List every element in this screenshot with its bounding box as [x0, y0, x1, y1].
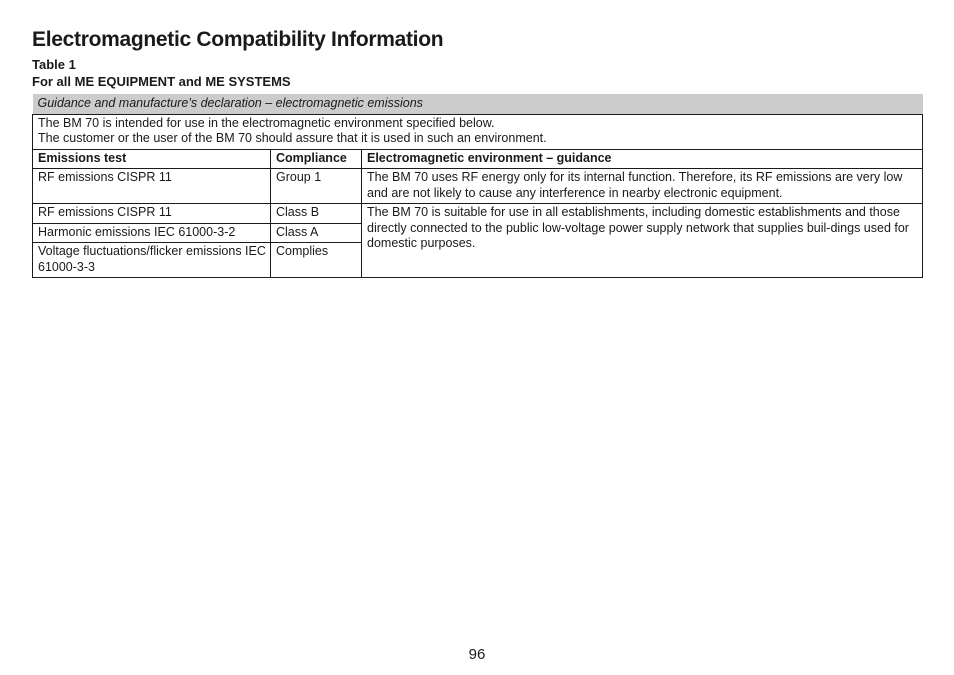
guidance-cell: The BM 70 uses RF energy only for its internal function. Therefore, its RF emissions are very low and are not likely to cause any interference in nearby electronic equipment. [362, 169, 923, 204]
table-row [33, 204, 923, 224]
intro-line-2: The customer or the user of the BM 70 should assure that it is used in such an environment. [38, 131, 547, 145]
table-subtitle: For all ME EQUIPMENT and ME SYSTEMS [32, 74, 291, 89]
compliance-cell: Class A [271, 223, 362, 243]
column-header-guidance: Electromagnetic environment – guidance [362, 149, 923, 169]
compliance-cell: Class B [271, 204, 362, 224]
intro-line-1: The BM 70 is intended for use in the electromagnetic environment specified below. [38, 115, 495, 130]
emissions-table [32, 94, 923, 278]
emissions-test-cell: Harmonic emissions IEC 61000-3-2 [33, 223, 271, 243]
table-label: Table 1 [32, 57, 76, 72]
column-header-compliance: Compliance [271, 149, 362, 169]
compliance-cell: Complies [271, 243, 362, 278]
guidance-cell: The BM 70 is suitable for use in all establishments, including domestic establishments and those directly connected to the public low-voltage power supply network that supplies buil-dings used for domestic purposes. [362, 204, 923, 278]
table-row [33, 169, 923, 204]
page-number: 96 [468, 646, 486, 663]
column-header-row [33, 149, 923, 169]
intro-row [33, 114, 923, 149]
emissions-test-cell: Voltage fluctuations/flicker emissions IEC 61000-3-3 [33, 243, 271, 278]
page-title: Electromagnetic Compatibility Information [32, 28, 444, 51]
column-header-emissions-test: Emissions test [33, 149, 271, 169]
compliance-cell: Group 1 [271, 169, 362, 204]
emissions-test-cell: RF emissions CISPR 11 [33, 204, 271, 224]
intro-cell [33, 114, 923, 149]
guidance-header: Guidance and manufacture’s declaration – electromagnetic emissions [33, 94, 923, 114]
guidance-header-row [33, 94, 923, 114]
emissions-test-cell: RF emissions CISPR 11 [33, 169, 271, 204]
